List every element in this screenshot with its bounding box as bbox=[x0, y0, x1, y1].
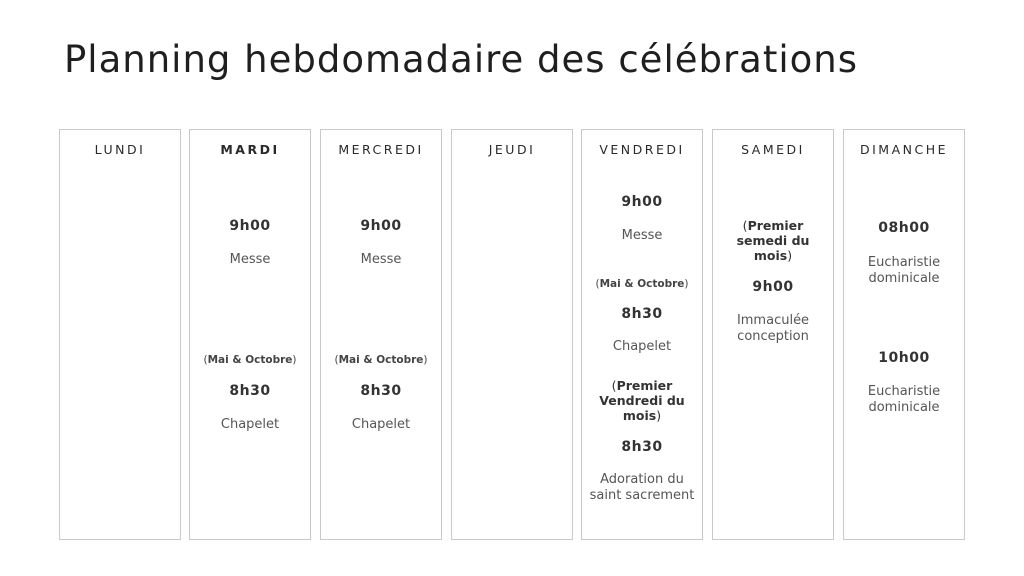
time-slot: 8h30 bbox=[621, 439, 663, 455]
page-title: Planning hebdomadaire des célébrations bbox=[64, 38, 859, 81]
day-column-dimanche bbox=[843, 129, 965, 540]
day-column-samedi bbox=[712, 129, 834, 540]
period-note: (Mai & Octobre) bbox=[595, 278, 689, 290]
time-slot: 8h30 bbox=[621, 306, 663, 322]
condition-note: (Premier Vendredi du mois) bbox=[599, 378, 685, 423]
time-slot: 8h30 bbox=[360, 383, 402, 399]
day-column-mardi bbox=[189, 129, 311, 540]
period-note: (Mai & Octobre) bbox=[334, 354, 428, 366]
event-label: Eucharistie dominicale bbox=[867, 384, 941, 415]
time-slot: 8h30 bbox=[229, 383, 271, 399]
time-slot: 08h00 bbox=[878, 220, 930, 236]
event-label: Messe bbox=[229, 252, 271, 267]
time-slot: 10h00 bbox=[878, 350, 930, 366]
time-slot: 9h00 bbox=[360, 218, 402, 234]
event-label: Eucharistie dominicale bbox=[867, 255, 941, 286]
day-name: DIMANCHE bbox=[859, 142, 949, 157]
event-label: Adoration du saint sacrement bbox=[589, 472, 695, 503]
condition-note: (Premier semedi du mois) bbox=[736, 218, 810, 263]
event-label: Chapelet bbox=[612, 339, 672, 354]
event-label: Chapelet bbox=[351, 417, 411, 432]
time-slot: 9h00 bbox=[229, 218, 271, 234]
day-column-lundi bbox=[59, 129, 181, 540]
day-column-vendredi bbox=[581, 129, 703, 540]
event-label: Immaculée conception bbox=[736, 313, 810, 344]
event-label: Chapelet bbox=[220, 417, 280, 432]
time-slot: 9h00 bbox=[752, 279, 794, 295]
day-column-jeudi bbox=[451, 129, 573, 540]
day-column-mercredi bbox=[320, 129, 442, 540]
day-name: MERCREDI bbox=[338, 142, 424, 157]
day-name: SAMEDI bbox=[741, 142, 805, 157]
day-name: LUNDI bbox=[94, 142, 146, 157]
period-note: (Mai & Octobre) bbox=[203, 354, 297, 366]
time-slot: 9h00 bbox=[621, 194, 663, 210]
day-name: JEUDI bbox=[488, 142, 536, 157]
day-name: MARDI bbox=[220, 142, 280, 157]
event-label: Messe bbox=[360, 252, 402, 267]
event-label: Messe bbox=[621, 228, 663, 243]
day-name: VENDREDI bbox=[599, 142, 685, 157]
